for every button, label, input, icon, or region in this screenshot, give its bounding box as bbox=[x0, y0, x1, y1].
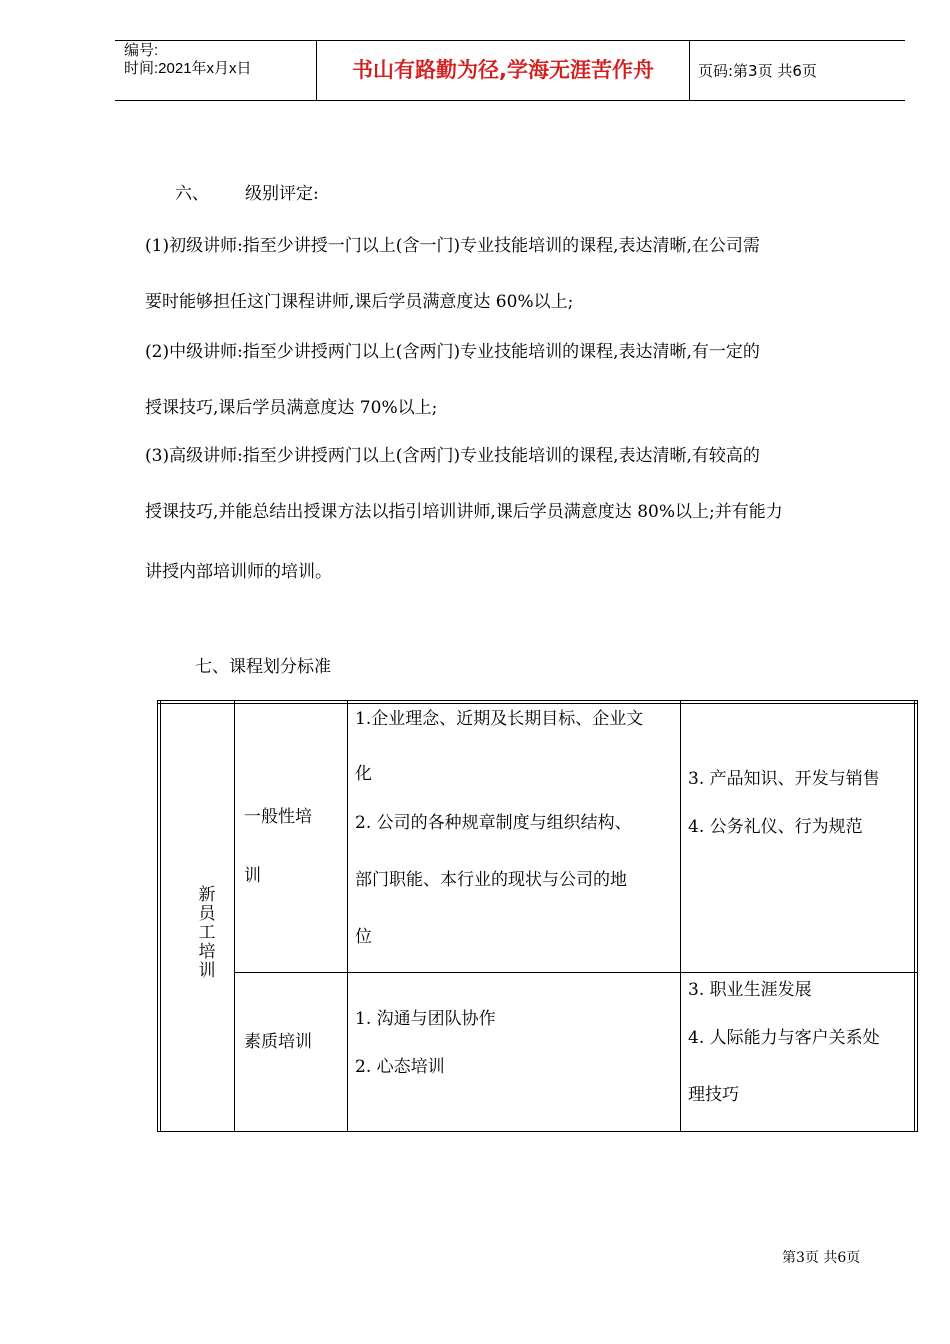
page-footer: 第3页 共6页 bbox=[782, 1250, 861, 1266]
header-divider bbox=[689, 40, 690, 100]
row-type: 一般性培 bbox=[244, 807, 312, 827]
table-border bbox=[157, 703, 918, 704]
table-cell-line: 4. 人际能力与客户关系处 bbox=[688, 1028, 880, 1048]
header-motto: 书山有路勤为径,学海无涯苦作舟 bbox=[352, 58, 654, 82]
paragraph-line: 授课技巧,并能总结出授课方法以指引培训讲师,课后学员满意度达 80%以上;并有能力 bbox=[145, 502, 783, 522]
table-cell-line: 2. 心态培训 bbox=[355, 1057, 445, 1077]
table-border bbox=[160, 700, 161, 1132]
paragraph-line: (3)高级讲师:指至少讲授两门以上(含两门)专业技能培训的课程,表达清晰,有较高的 bbox=[145, 446, 760, 466]
table-cell-line: 部门职能、本行业的现状与公司的地 bbox=[355, 870, 627, 890]
table-cell-line: 2. 公司的各种规章制度与组织结构、 bbox=[355, 813, 632, 833]
table-cell-line: 理技巧 bbox=[688, 1085, 739, 1105]
table-category: 新 员 工 培 训 bbox=[198, 885, 216, 981]
paragraph-line: (1)初级讲师:指至少讲授一门以上(含一门)专业技能培训的课程,表达清晰,在公司需 bbox=[145, 236, 760, 256]
header-bottom-rule bbox=[115, 100, 905, 101]
table-cell-line: 3. 产品知识、开发与销售 bbox=[688, 769, 880, 789]
header-top-rule bbox=[115, 40, 905, 41]
header-page-info: 页码:第3页 共6页 bbox=[698, 62, 817, 80]
table-border bbox=[680, 700, 681, 1132]
header-divider bbox=[316, 40, 317, 100]
number-label: 编号: bbox=[124, 42, 159, 59]
table-border bbox=[917, 700, 918, 1132]
header-meta bbox=[124, 42, 314, 78]
table-border bbox=[347, 700, 348, 1132]
table-cell-line: 化 bbox=[355, 764, 372, 784]
section6-number: 六、 bbox=[175, 184, 209, 204]
paragraph-line: (2)中级讲师:指至少讲授两门以上(含两门)专业技能培训的课程,表达清晰,有一定的 bbox=[145, 342, 760, 362]
paragraph-line: 要时能够担任这门课程讲师,课后学员满意度达 60%以上; bbox=[145, 292, 574, 312]
course-table bbox=[157, 700, 918, 1132]
table-border bbox=[157, 700, 918, 701]
table-border bbox=[914, 700, 915, 1132]
table-cell-line: 4. 公务礼仪、行为规范 bbox=[688, 817, 863, 837]
table-border bbox=[234, 972, 917, 973]
table-cell-line: 1. 沟通与团队协作 bbox=[355, 1009, 496, 1029]
table-border bbox=[157, 1131, 918, 1132]
time-label: 时间:2021年x月x日 bbox=[124, 60, 252, 77]
paragraph-line: 授课技巧,课后学员满意度达 70%以上; bbox=[145, 398, 438, 418]
section7-title: 七、课程划分标准 bbox=[195, 657, 331, 677]
table-cell-line: 位 bbox=[355, 927, 372, 947]
table-border bbox=[234, 700, 235, 1132]
section6-title: 级别评定: bbox=[245, 184, 319, 204]
table-cell-line: 3. 职业生涯发展 bbox=[688, 980, 812, 1000]
paragraph-line: 讲授内部培训师的培训。 bbox=[145, 562, 332, 582]
table-border bbox=[157, 700, 158, 1132]
row-type: 训 bbox=[244, 866, 261, 886]
table-cell-line: 1.企业理念、近期及长期目标、企业文 bbox=[355, 709, 644, 729]
row-type: 素质培训 bbox=[244, 1032, 312, 1052]
